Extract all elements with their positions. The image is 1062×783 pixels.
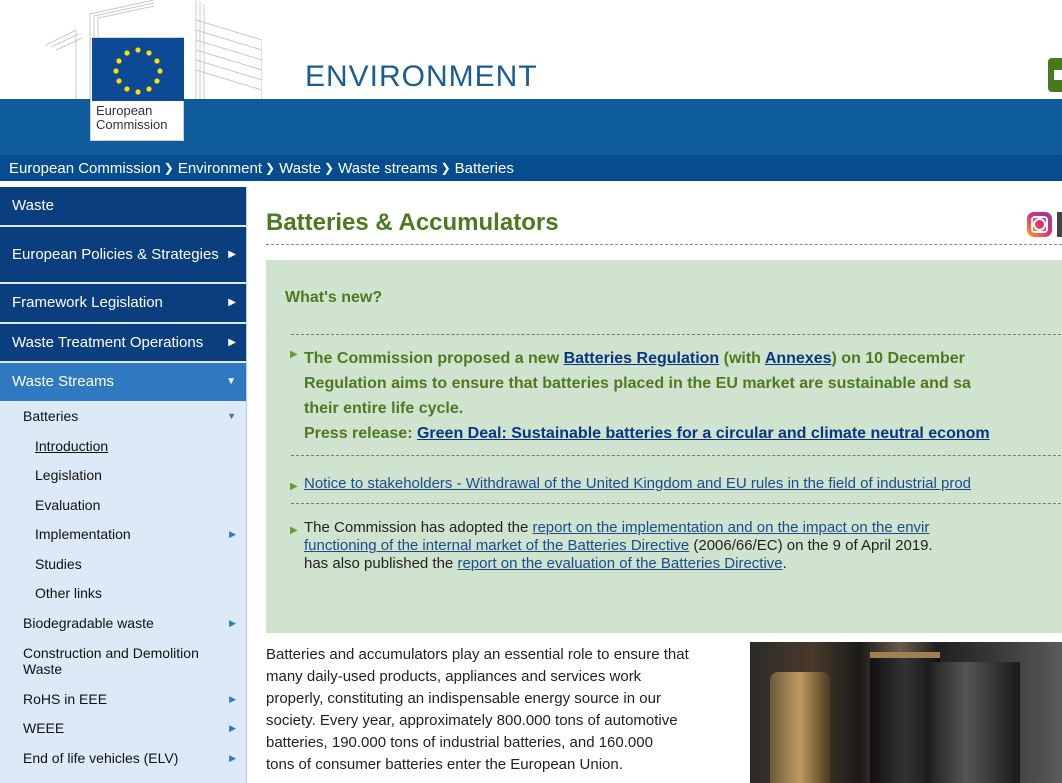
eu-flag-icon: [92, 38, 184, 101]
sidebar-item-label: Framework Legislation: [12, 294, 163, 311]
battery-shape: [930, 662, 1020, 783]
sidebar-item-legislation[interactable]: [0, 460, 246, 490]
intro-paragraph: [266, 644, 756, 776]
sidebar-item-label: Biodegradable waste: [23, 614, 154, 631]
sidebar-item-elv[interactable]: [0, 743, 246, 772]
news-item-text: [304, 475, 1062, 493]
news-text-segment: The Commission proposed a new: [304, 350, 564, 367]
breadcrumb-item[interactable]: European Commission: [9, 159, 161, 177]
sidebar-item-label: European Policies & Strategies: [12, 245, 219, 263]
news-line: their entire life cycle.: [304, 400, 464, 417]
news-item-text: [304, 519, 1062, 573]
intro-line: society. Every year, approximately 800.000 tons of automotive: [266, 712, 678, 729]
sidebar-item-framework-legislation[interactable]: [0, 284, 246, 324]
caret-down-icon: ▼: [226, 376, 236, 387]
intro-line: batteries, 190.000 tons of industrial batteries, and 160.000: [266, 734, 653, 751]
caret-right-icon: ▶: [229, 693, 236, 704]
whats-new-heading: What's new?: [285, 289, 383, 306]
title-divider: [266, 244, 1062, 245]
news-text-segment: (with: [719, 350, 765, 367]
logo-text: [96, 104, 168, 132]
breadcrumb-item[interactable]: Waste: [279, 159, 322, 177]
notice-stakeholders-link[interactable]: Notice to stakeholders - Withdrawal of the United Kingdom and EU rules in the field of industrial prod: [304, 475, 972, 492]
sidebar-nav: [0, 187, 247, 783]
social-share-icon[interactable]: [1057, 212, 1062, 237]
news-divider: [291, 503, 1062, 504]
sidebar-item-label: Evaluation: [35, 496, 101, 513]
european-commission-logo[interactable]: [90, 37, 184, 141]
sidebar-item-weee[interactable]: [0, 713, 246, 743]
sidebar-item-european-policies[interactable]: [0, 227, 246, 284]
news-item-text: [304, 346, 1062, 446]
sidebar-item-waste[interactable]: [0, 187, 246, 227]
news-item: [290, 475, 1062, 493]
sidebar-item-label: Other links: [35, 585, 102, 601]
chevron-right-icon: ❯: [440, 161, 451, 175]
caret-right-icon: ▶: [228, 248, 236, 260]
battery-shape: [770, 672, 830, 783]
sidebar-item-waste-treatment[interactable]: [0, 324, 246, 363]
sidebar-item-studies[interactable]: [0, 549, 246, 578]
bullet-arrow-icon: ▶: [290, 349, 298, 360]
page-title: Batteries & Accumulators: [266, 209, 559, 236]
breadcrumb-item[interactable]: Waste streams: [338, 159, 438, 177]
logo-text-line1: European: [96, 103, 153, 118]
sidebar-item-label: End of life vehicles (ELV): [23, 749, 179, 766]
sidebar-item-waste-streams[interactable]: [0, 363, 246, 401]
sidebar-item-construction-demolition[interactable]: [0, 637, 246, 684]
sidebar-item-biodegradable-waste[interactable]: [0, 608, 246, 637]
breadcrumb: [0, 155, 1062, 181]
press-release-link[interactable]: Green Deal: Sustainable batteries for a circular and climate neutral econom: [416, 425, 990, 442]
whats-new-box: [266, 260, 1062, 633]
batteries-regulation-link[interactable]: Batteries Regulation: [563, 350, 720, 367]
caret-right-icon: ▶: [229, 752, 236, 763]
news-line: [304, 555, 1062, 573]
sidebar-item-label: Batteries: [23, 408, 79, 424]
news-line: [304, 421, 1062, 446]
sidebar-item-evaluation[interactable]: [0, 490, 246, 519]
sidebar-item-label: Introduction: [35, 437, 109, 454]
feedback-tab-button[interactable]: [1048, 58, 1062, 92]
caret-down-icon: ▼: [227, 411, 236, 421]
news-text-segment: .: [782, 555, 787, 572]
news-line: [304, 346, 1062, 371]
bullet-arrow-icon: ▶: [290, 525, 298, 536]
press-release-label: Press release:: [304, 425, 417, 442]
sidebar-item-label: Waste: [12, 197, 54, 214]
intro-line: tons of consumer batteries enter the European Union.: [266, 756, 623, 773]
chevron-right-icon: ❯: [163, 161, 174, 175]
news-item: [290, 519, 1062, 573]
news-line: [304, 519, 1062, 537]
site-title: ENVIRONMENT: [305, 60, 538, 93]
site-header: [0, 0, 1062, 155]
caret-right-icon: ▶: [229, 529, 236, 539]
main-content: [266, 187, 1062, 783]
sidebar-item-introduction[interactable]: [0, 431, 246, 460]
evaluation-report-link[interactable]: report on the evaluation of the Batteries Directive: [457, 555, 783, 572]
bullet-arrow-icon: ▶: [290, 481, 298, 492]
news-line: Regulation aims to ensure that batteries placed in the EU market are sustainable and sa: [304, 375, 971, 392]
news-item: [290, 346, 1062, 446]
breadcrumb-item[interactable]: Environment: [177, 159, 263, 177]
news-text-segment: ) on 10 December: [831, 350, 965, 367]
sidebar-item-label: Waste Streams: [12, 373, 114, 390]
sidebar-item-label: Studies: [35, 555, 82, 572]
implementation-report-link[interactable]: report on the implementation and on the impact on the envir: [532, 519, 930, 536]
logo-text-line2: Commission: [96, 117, 168, 132]
intro-line: many daily-used products, appliances and services work: [266, 668, 642, 685]
news-line: [304, 537, 1062, 555]
sidebar-item-label: Construction and Demolition Waste: [23, 644, 199, 677]
news-text-segment: has also published the: [304, 555, 458, 572]
chevron-right-icon: ❯: [265, 161, 276, 175]
sidebar-item-label: RoHS in EEE: [23, 690, 108, 707]
news-divider: [291, 455, 1062, 456]
sidebar-item-label: WEEE: [23, 720, 65, 736]
news-divider: [291, 334, 1062, 335]
intro-line: properly, constituting an indispensable energy source in our: [266, 690, 661, 707]
sidebar-item-other-links[interactable]: [0, 578, 246, 608]
caret-right-icon: ▶: [229, 723, 236, 733]
intro-line: Batteries and accumulators play an essential role to ensure that: [266, 646, 689, 663]
sidebar-item-batteries[interactable]: [0, 401, 246, 431]
breadcrumb-item-current[interactable]: Batteries: [454, 159, 514, 177]
sidebar-item-label: Waste Treatment Operations: [12, 333, 204, 351]
caret-right-icon: ▶: [228, 336, 236, 348]
batteries-photo: [750, 642, 1062, 783]
annexes-link[interactable]: Annexes: [764, 350, 832, 367]
implementation-report-link-cont[interactable]: functioning of the internal market of the Batteries Directive: [304, 537, 690, 554]
caret-right-icon: ▶: [228, 297, 236, 308]
sidebar-item-rohs[interactable]: [0, 684, 246, 713]
chevron-right-icon: ❯: [324, 161, 335, 175]
news-text-segment: The Commission has adopted the: [304, 519, 533, 536]
sidebar-item-label: Implementation: [35, 526, 131, 542]
news-text-segment: (2006/66/EC) on the 9 of April 2019.: [689, 537, 933, 554]
sidebar-item-label: Legislation: [35, 467, 102, 483]
caret-right-icon: ▶: [229, 617, 236, 628]
sidebar-item-implementation[interactable]: [0, 519, 246, 549]
instagram-icon[interactable]: [1027, 212, 1052, 237]
